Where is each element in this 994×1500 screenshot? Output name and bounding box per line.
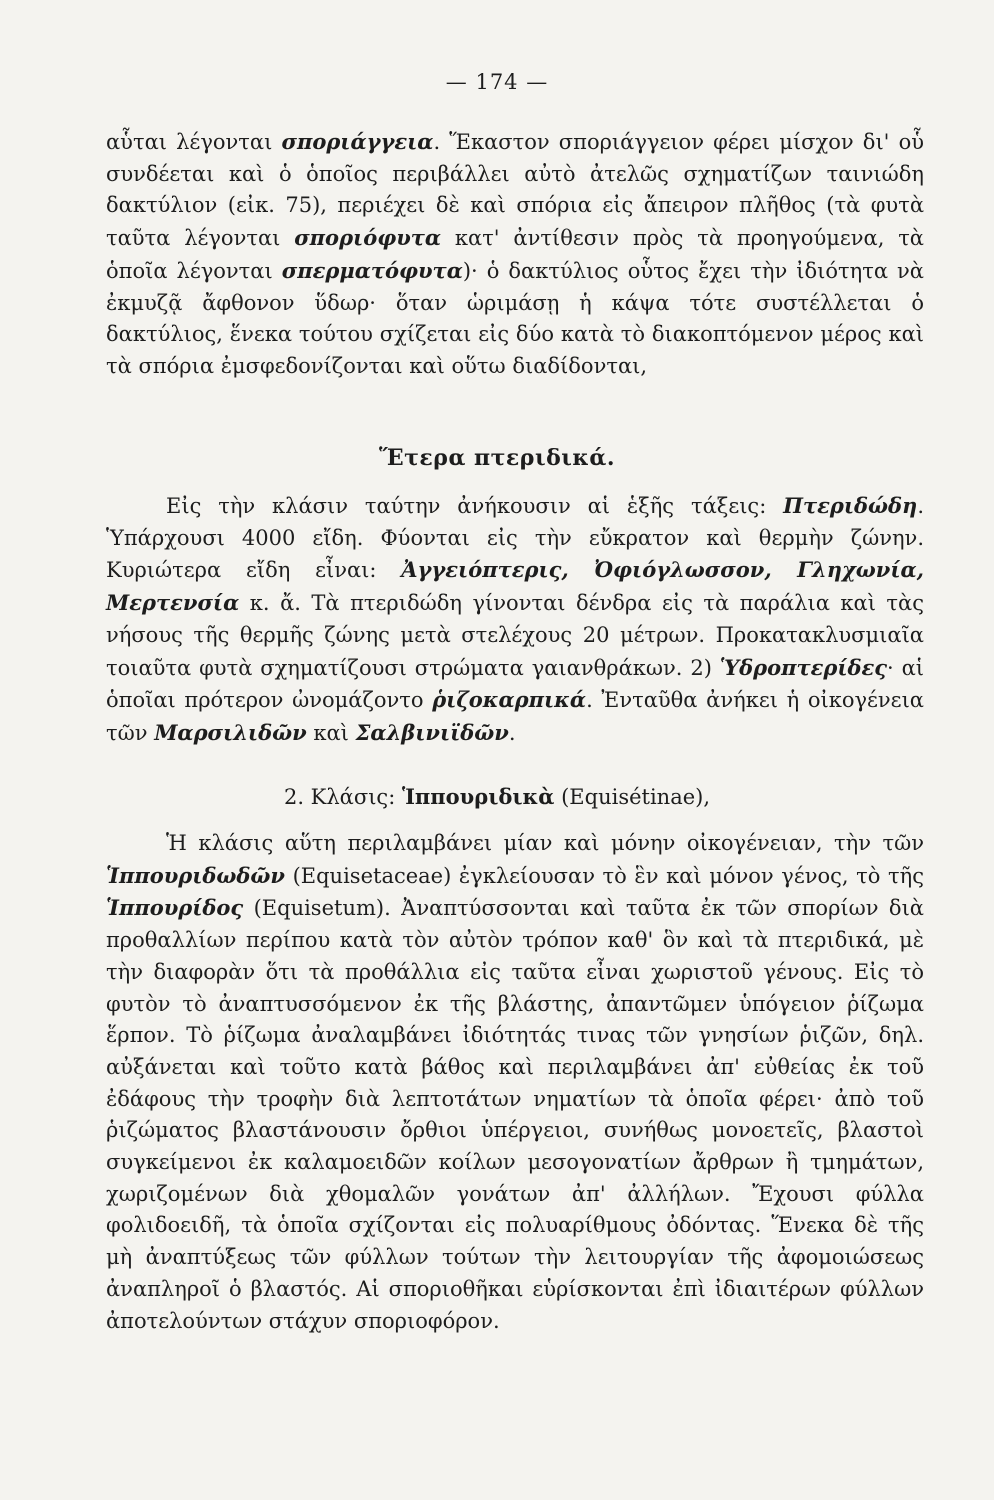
term-salviniidae: Σαλβινιϊδῶν [355,719,509,745]
term-pteridode: Πτεριδώδη [783,493,918,518]
text-run: κατ' ἀντίθεσιν πρὸς τὰ προηγούμενα, τὰ ὁποῖα λέγονται [106,226,924,283]
text-run: 2. Κλάσις: [283,785,402,809]
section-heading: Ἕτερα πτεριδικά. [379,445,615,471]
text-run: . Ἐνταῦθα ἀνήκει ἡ οἰκογένεια τῶν [106,688,924,745]
paragraph-equisetinae [106,828,924,1337]
paragraph-text [106,828,924,1337]
text-run: (Equisétinae), [554,785,711,809]
text-run: )· ὁ δακτύλιος οὗτος ἔχει τὴν ἰδιότητα νὰ ἐκμυζᾷ ἄφθονον ὕδωρ· ὅταν ὡριμάσῃ ἡ κάψα τότε συστέλλεται ὁ δακτύλιος, ἕνεκα τούτου σχίζεται εἰς δύο κατὰ τὸ διακοπτόμενον μέρος καὶ τὰ σπόρια ἐμσφεδονίζονται καὶ οὕτω διαδίδονται, [106,258,924,378]
text-run: καὶ [306,720,356,745]
text-run: . Ἕκαστον σποριάγγειον φέρει μίσχον δι' οὗ συνδέεται καὶ ὁ ὁποῖος περιβάλλει αὐτὸ ἀτελῶς σχηματίζων ταινιώδη δακτύλιον (εἰκ. 75), περιέχει δὲ καὶ σπόρια εἰς ἄπειρον πλῆθος (τὰ φυτὰ ταῦτα λέγονται [106,130,925,251]
text-run: Εἰς τὴν κλάσιν ταύτην ἀνήκουσιν αἱ ἑξῆς τάξεις: [166,494,784,518]
paragraph-text [106,490,924,750]
term-marsiliidae: Μαρσιλιδῶν [154,719,307,745]
term-rhizocarpika: ῥιζοκαρπικά [432,687,587,713]
text-run: . Ὑπάρχουσι 4000 εἴδη. Φύονται εἰς τὴν εὔκρατον καὶ θερμὴν ζώνην. Κυριώτερα εἴδη εἶναι: [106,494,924,583]
text-run: Ἡ κλάσις αὕτη περιλαμβάνει μίαν καὶ μόνην οἰκογένειαν, τὴν τῶν [166,831,924,855]
term-hippouridika: Ἱππουριδικὰ [401,784,555,809]
paragraph-sporangia [106,126,924,383]
term-sporangia: σποριάγγεια [281,129,434,154]
text-run: αὗται λέγονται [106,130,282,154]
text-run: κ. ἄ. Τὰ πτεριδώδη γίνονται δένδρα εἰς τὰ παράλια καὶ τὰς νήσους τῆς θερμῆς ζώνης μετὰ στελέχους 20 μέτρων. Προκατακλυσμιαῖα τοιαῦτα φυτὰ σχηματίζουσι στρώματα γαιανθράκων. 2) [106,591,924,680]
page-number: — 174 — [445,70,549,94]
text-run: . [508,720,516,745]
text-run: (Equisetum). Ἀναπτύσσονται καὶ ταῦτα ἐκ τῶν σπορίων διὰ προθαλλίων περίπου κατὰ τὸν αὐτὸν τρόπον καθ' ὃν καὶ τὰ πτεριδικά, μὲ τὴν διαφορὰν ὅτι τὰ προθάλλια εἰς ταῦτα εἶναι χωριστοῦ γένους. Εἰς τὸ φυτὸν τὸ ἀναπτυσσόμενον ἐκ τῆς βλάστης, ἀπαντῶμεν ὑπόγειον ῥίζωμα ἕρπον. Τὸ ῥίζωμα ἀναλαμβάνει ἰδιότητάς τινας τῶν γνησίων ῥιζῶν, δηλ. αὐξάνεται καὶ τοῦτο κατὰ βάθος καὶ περιλαμβάνει ἀπ' εὐθείας ἐκ τοῦ ἐδάφους τὴν τροφὴν διὰ λεπτοτάτων νηματίων τὰ ὁποῖα φέρει· ἀπὸ τοῦ ῥιζώματος βλαστάνουσιν ὄρθιοι ὑπέργειοι, συνήθως μονοετεῖς, βλαστοὶ συγκείμενοι ἐκ καλαμοειδῶν κοίλων μεσογονατίων ἄρθρων ἢ τμημάτων, χωριζομένων διὰ χθομαλῶν γονάτων ἀπ' ἀλλήλων. Ἔχουσι φύλλα φολιδοειδῆ, τὰ ὁποῖα σχίζονται εἰς πολυαρίθμους ὀδόντας. Ἕνεκα δὲ τῆς μὴ ἀναπτύξεως τῶν φύλλων τούτων τὴν λειτουργίαν τῆς ἀφομοιώσεως ἀναπληροῖ ὁ βλαστός. Αἱ σποριοθῆκαι εὑρίσκονται ἐπὶ ἰδιαιτέρων φύλλων ἀποτελούντων στάχυν σποριοφόρον. [106,896,924,1333]
term-sporophytes: σποριόφυτα [294,225,442,251]
paragraph-text [106,126,924,383]
term-hippouridodon: Ἱππουριδωδῶν [106,862,285,888]
text-run: · αἱ ὁποῖαι πρότερον ὠνομάζοντο [106,655,924,713]
term-hippouridos: Ἱππουρίδος [106,895,244,921]
class-heading [0,784,994,809]
term-genera-list: Ἀγγειόπτερις, Ὀφιόγλωσσον, Γληχωνία, Μερτενσία [106,557,924,616]
paragraph-other-pteridophytes [106,490,924,750]
term-spermatophytes: σπερματόφυτα [281,257,463,283]
term-hydropterides: Ὑδροπτερίδες [719,654,888,680]
text-run: (Equisetaceae) ἐγκλείουσαν τὸ ἓν καὶ μόνον γένος, τὸ τῆς [284,863,924,888]
